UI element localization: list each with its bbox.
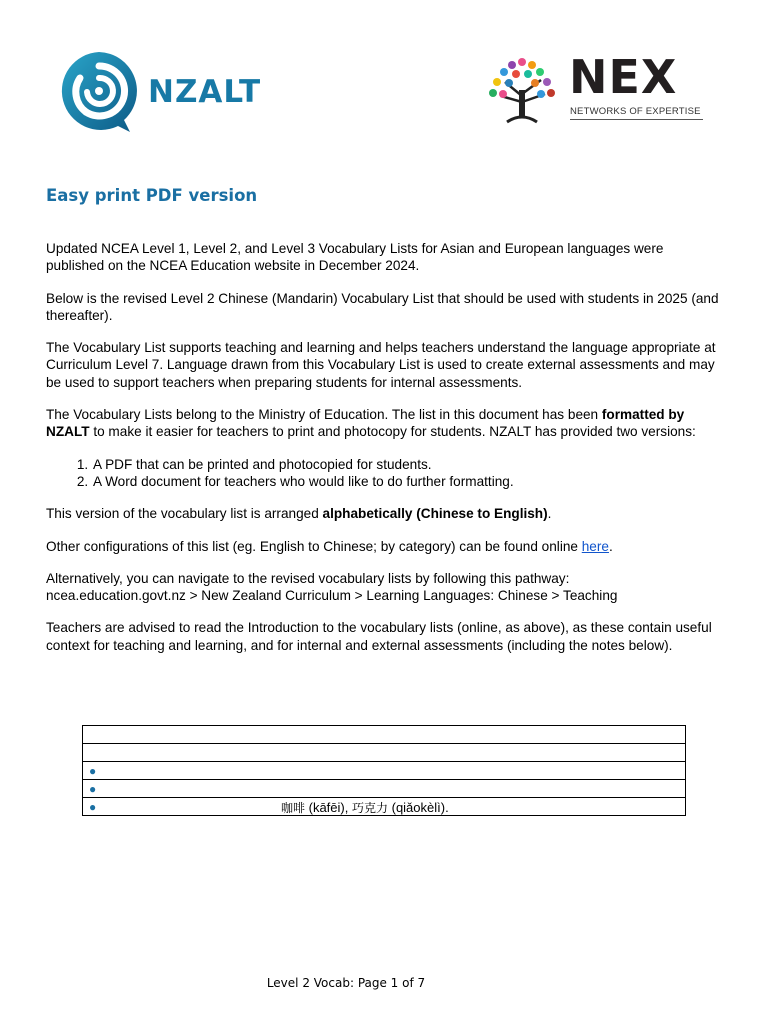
bullet-icon: ● (89, 800, 97, 814)
configurations-text-end: . (608, 538, 613, 554)
arrangement-text-start: This version of the vocabulary list is arranged (46, 506, 323, 522)
pathway-intro: Alternatively, you can navigate to the revised vocabulary lists by following this pathway: (46, 570, 570, 586)
nzalt-logo (56, 48, 261, 134)
page-heading: Easy print PDF version (46, 186, 258, 205)
pinyin-coffee: (kāfēi), (305, 800, 352, 815)
tree-icon (487, 56, 559, 124)
ownership-text-bold: formatted by NZALT (46, 407, 685, 440)
here-link[interactable]: here (581, 538, 609, 554)
table-row (83, 744, 686, 762)
bullet-icon: ● (89, 764, 97, 778)
arrangement-text-end: . (547, 506, 552, 522)
nzalt-wordmark: NZALT (148, 74, 262, 110)
list-item: 2. A Word document for teachers who would like to do further formatting. (92, 473, 722, 490)
paragraph-updated-lists: Updated NCEA Level 1, Level 2, and Level 3 Vocabulary Lists for Asian and European languages were published on the NCEA Education website in December 2024. (46, 241, 664, 274)
table-row (83, 780, 686, 798)
nex-logo (487, 50, 707, 126)
paragraph-ownership (46, 406, 722, 441)
paragraph-arrangement (46, 505, 722, 522)
example-words (281, 799, 449, 816)
table-row (83, 798, 686, 816)
paragraph-advice: Teachers are advised to read the Introduction to the vocabulary lists (online, as above), as these contain useful context for teaching and learning, and for internal and external assessments (including the notes below). (46, 620, 712, 653)
table-row (83, 726, 686, 744)
versions-list (46, 456, 722, 491)
table-cell (83, 762, 686, 780)
nex-subtitle: NETWORKS OF EXPERTISE (570, 106, 703, 120)
paragraph-other-configurations (46, 538, 722, 555)
cjk-coffee: 咖啡 (281, 801, 306, 815)
arrangement-text-bold: alphabetically (Chinese to English) (322, 506, 548, 522)
table-row (83, 762, 686, 780)
nex-wordmark: NEX (569, 50, 678, 104)
table-cell (83, 798, 686, 816)
cjk-chocolate: 巧克力 (351, 801, 388, 815)
table-cell (83, 726, 686, 744)
paragraph-pathway (46, 570, 722, 605)
intro-content (46, 240, 722, 669)
page-footer: Level 2 Vocab: Page 1 of 7 (266, 976, 426, 990)
nzalt-spiral-icon (56, 48, 142, 134)
table-cell (83, 780, 686, 798)
ownership-text-end: to make it easier for teachers to print and photocopy for students. NZALT has provided two versions: (89, 424, 696, 440)
notes-table (82, 725, 686, 816)
pathway-breadcrumb: ncea.education.govt.nz > New Zealand Curriculum > Learning Languages: Chinese > Teaching (46, 588, 618, 604)
pinyin-chocolate: (qiǎokèlì). (388, 800, 449, 815)
list-item: 1. A PDF that can be printed and photocopied for students. (92, 456, 722, 473)
paragraph-supports-teaching: The Vocabulary List supports teaching and learning and helps teachers understand the language appropriate at Curriculum Level 7. Language drawn from this Vocabulary List is used to create external assessments and may be used to support teachers when preparing students for internal assessments. (46, 340, 716, 390)
table-cell (83, 744, 686, 762)
configurations-text-start: Other configurations of this list (eg. English to Chinese; by category) can be found online (46, 538, 582, 554)
bullet-icon: ● (89, 782, 97, 796)
ownership-text-start: The Vocabulary Lists belong to the Ministry of Education. The list in this document has been (46, 407, 602, 423)
paragraph-revised-list: Below is the revised Level 2 Chinese (Mandarin) Vocabulary List that should be used with students in 2025 (and thereafter). (46, 290, 719, 323)
